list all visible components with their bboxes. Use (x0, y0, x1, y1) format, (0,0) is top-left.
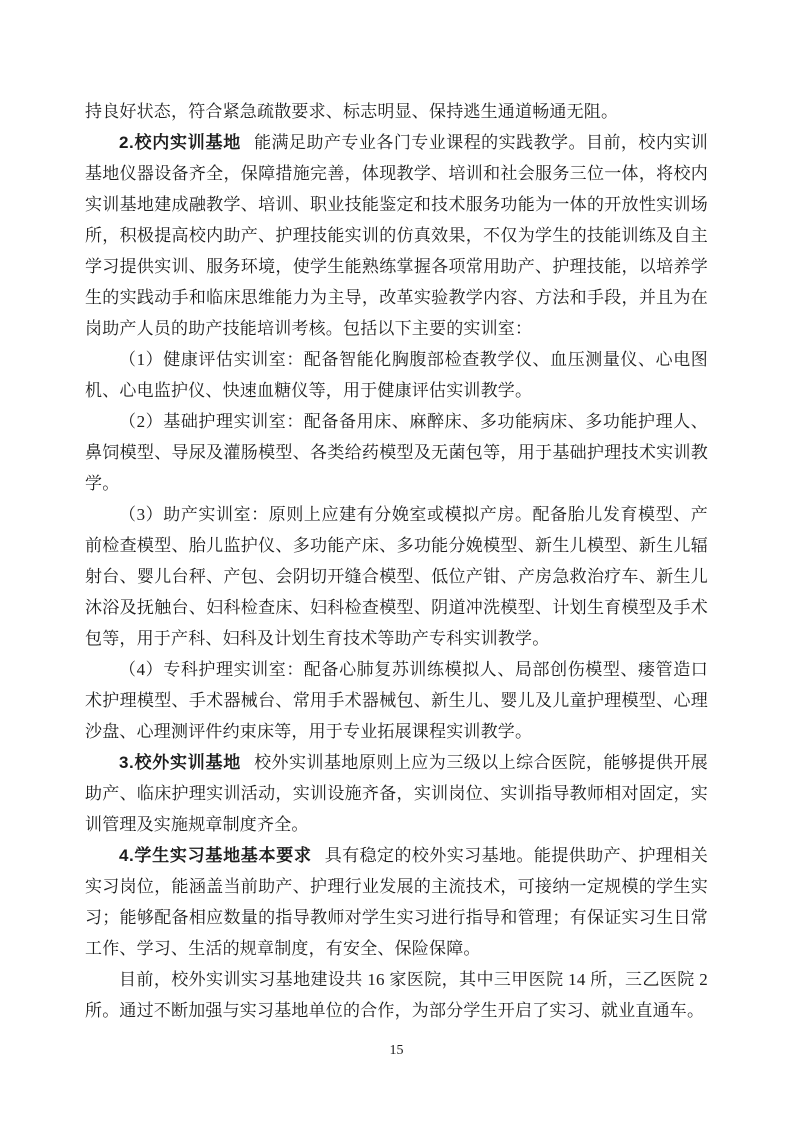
paragraph-text: 目前，校外实训实习基地建设共 16 家医院，其中三甲医院 14 所，三乙医院 2 所。通过不断加强与实习基地单位的合作，为部分学生开启了实习、就业直通车。 (85, 970, 708, 1020)
paragraph-text: 持良好状态，符合紧急疏散要求、标志明显、保持逃生通道畅通无阻。 (85, 102, 619, 121)
paragraph-text: 能满足助产专业各门专业课程的实践教学。目前，校内实训基地仪器设备齐全，保障措施完善，体现教学、培训和社会服务三位一体，将校内实训基地建成融教学、培训、职业技能鉴定和技术服务功能为一体的开放性实训场所，积极提高校内助产、护理技能实训的仿真效果，不仅为学生的技能训练及自主学习提供实训、服务环境，使学生能熟练掌握各项常用助产、护理技能，以培养学生的实践动手和临床思维能力为主导，改革实验教学内容、方法和手段，并且为在岗助产人员的助产技能培训考核。包括以下主要的实训室： (85, 133, 708, 338)
paragraph-section-2 (85, 127, 708, 344)
page-footer (0, 1043, 793, 1059)
paragraph-text: （2）基础护理实训室：配备备用床、麻醉床、多功能病床、多功能护理人、鼻饲模型、导尿及灌肠模型、各类给药模型及无菌包等，用于基础护理技术实训教学。 (85, 412, 708, 493)
page-content (85, 96, 708, 1026)
section-heading-campus-training-base: 2.校内实训基地 (119, 133, 242, 152)
paragraph-section-3 (85, 747, 708, 840)
paragraph-room-3 (85, 499, 708, 654)
paragraph-hospitals-summary (85, 964, 708, 1026)
paragraph-continuation (85, 96, 708, 127)
paragraph-text: （1）健康评估实训室：配备智能化胸腹部检查教学仪、血压测量仪、心电图机、心电监护仪、快速血糖仪等，用于健康评估实训教学。 (85, 350, 708, 400)
paragraph-text: （3）助产实训室：原则上应建有分娩室或模拟产房。配备胎儿发育模型、产前检查模型、胎儿监护仪、多功能产床、多功能分娩模型、新生儿模型、新生儿辐射台、婴儿台秤、产包、会阴切开缝合模型、低位产钳、产房急救治疗车、新生儿沐浴及抚触台、妇科检查床、妇科检查模型、阴道冲洗模型、计划生育模型及手术包等，用于产科、妇科及计划生育技术等助产专科实训教学。 (85, 505, 708, 648)
paragraph-room-1 (85, 344, 708, 406)
paragraph-room-2 (85, 406, 708, 499)
section-heading-internship-base-requirements: 4.学生实习基地基本要求 (119, 846, 312, 865)
paragraph-section-4 (85, 840, 708, 964)
paragraph-text: （4）专科护理实训室：配备心肺复苏训练模拟人、局部创伤模型、瘘管造口术护理模型、手术器械台、常用手术器械包、新生儿、婴儿及儿童护理模型、心理沙盘、心理测评件约束床等，用于专业拓展课程实训教学。 (85, 660, 708, 741)
section-heading-offcampus-training-base: 3.校外实训基地 (119, 753, 242, 772)
paragraph-text: 具有稳定的校外实习基地。能提供助产、护理相关实习岗位，能涵盖当前助产、护理行业发展的主流技术，可接纳一定规模的学生实习；能够配备相应数量的指导教师对学生实习进行指导和管理；有保证实习生日常工作、学习、生活的规章制度，有安全、保险保障。 (85, 846, 708, 958)
paragraph-room-4 (85, 654, 708, 747)
page-number: 15 (389, 1043, 404, 1058)
paragraph-text: 校外实训基地原则上应为三级以上综合医院，能够提供开展助产、临床护理实训活动，实训设施齐备，实训岗位、实训指导教师相对固定，实训管理及实施规章制度齐全。 (85, 753, 708, 834)
